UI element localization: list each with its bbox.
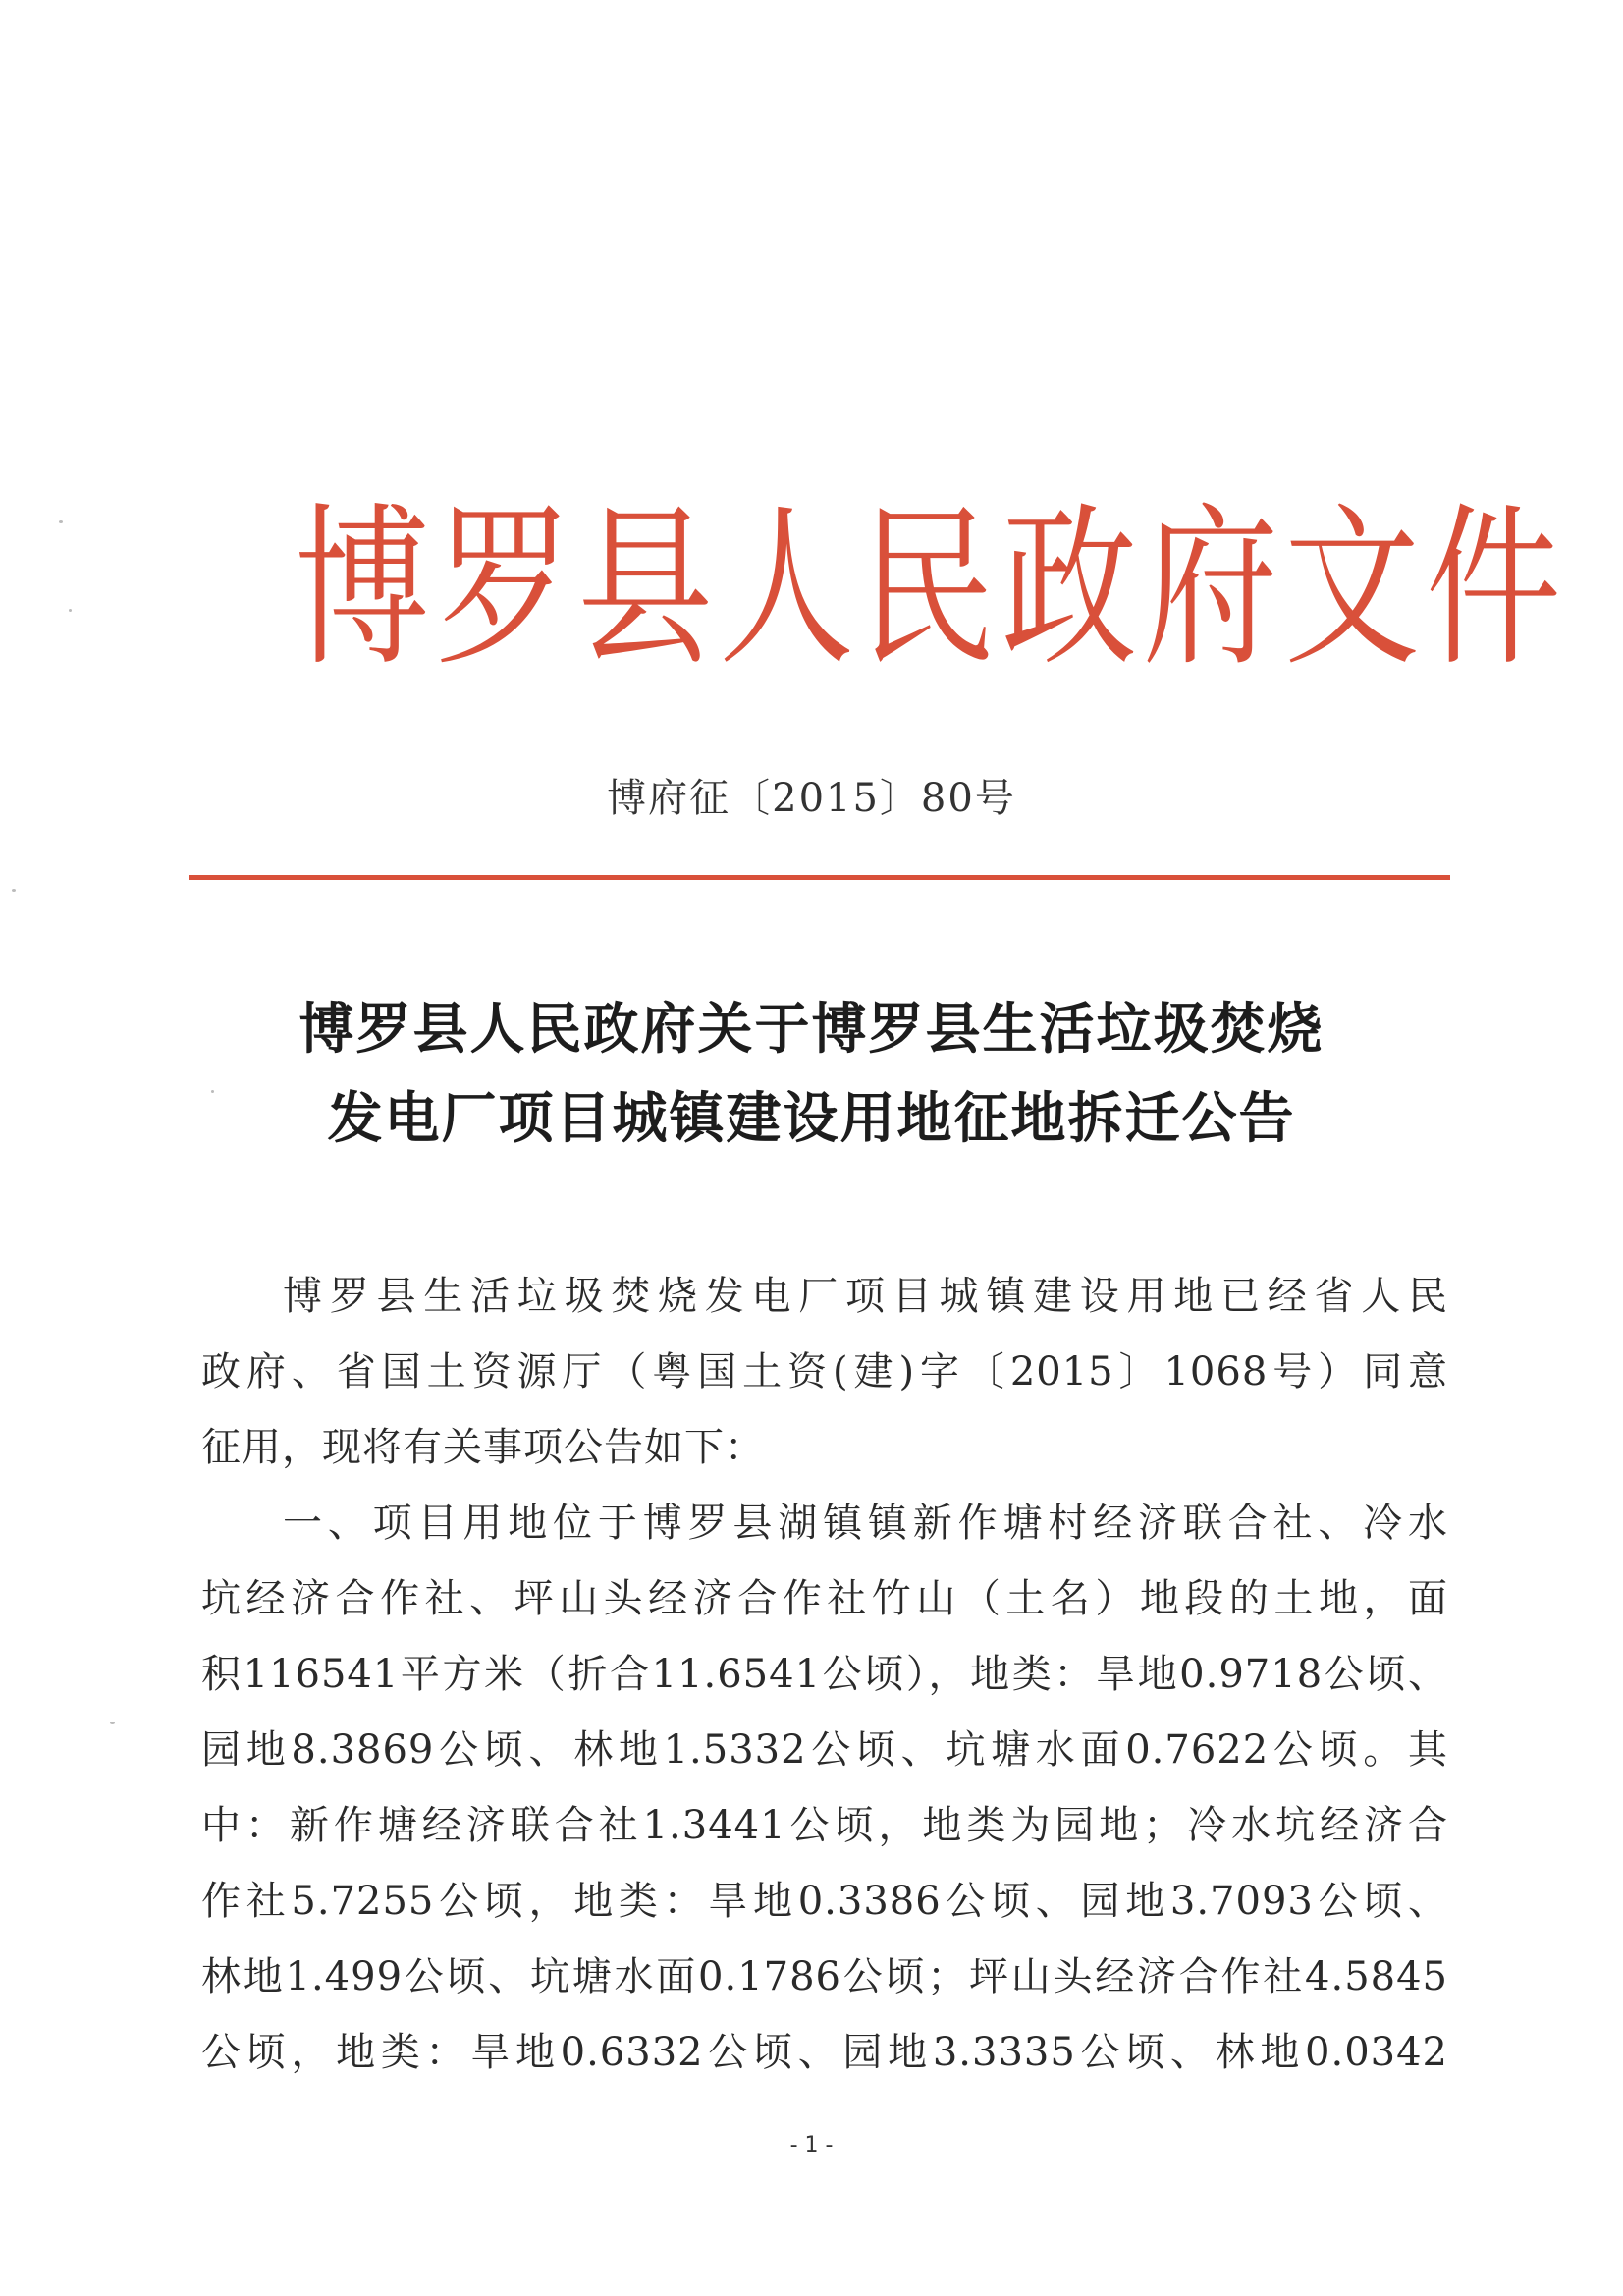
- body-line-7: 园地8.3869公顷、林地1.5332公顷、坑塘水面0.7622公顷。其: [201, 1727, 1448, 1773]
- body-line-3: 征用，现将有关事项公告如下：: [201, 1425, 765, 1470]
- header-divider: [189, 875, 1450, 880]
- scan-speck: [110, 1722, 115, 1724]
- scan-speck: [211, 1090, 214, 1093]
- body-line-10: 林地1.499公顷、坑塘水面0.1786公顷；坪山头经济合作社4.5845: [201, 1954, 1448, 1999]
- scan-speck: [59, 520, 63, 523]
- body-line-9: 作社5.7255公顷，地类：旱地0.3386公顷、园地3.7093公顷、: [201, 1879, 1448, 1924]
- body-line-11: 公顷，地类：旱地0.6332公顷、园地3.3335公顷、林地0.0342: [201, 2030, 1448, 2075]
- document-header-title: 博罗县人民政府文件: [295, 487, 1568, 690]
- scan-speck: [69, 609, 72, 612]
- body-line-4: 一、项目用地位于博罗县湖镇镇新作塘村经济联合社、冷水: [283, 1501, 1448, 1546]
- notice-title-line-2: 发电厂项目城镇建设用地征地拆迁公告: [327, 1086, 1296, 1151]
- body-line-1: 博罗县生活垃圾焚烧发电厂项目城镇建设用地已经省人民: [283, 1274, 1448, 1319]
- body-line-8: 中：新作塘经济联合社1.3441公顷，地类为园地；冷水坑经济合: [201, 1803, 1448, 1848]
- scan-speck: [12, 889, 16, 892]
- page-number: - 1 -: [789, 2133, 834, 2158]
- body-line-6: 积116541平方米（折合11.6541公顷），地类：旱地0.9718公顷、: [201, 1652, 1448, 1697]
- document-number: 博府征〔2015〕80号: [607, 776, 1016, 821]
- body-line-2: 政府、省国土资源厅（粤国土资(建)字〔2015〕1068号）同意: [201, 1349, 1448, 1394]
- notice-title-line-1: 博罗县人民政府关于博罗县生活垃圾焚烧: [298, 997, 1325, 1062]
- body-line-5: 坑经济合作社、坪山头经济合作社竹山（土名）地段的土地，面: [201, 1576, 1448, 1621]
